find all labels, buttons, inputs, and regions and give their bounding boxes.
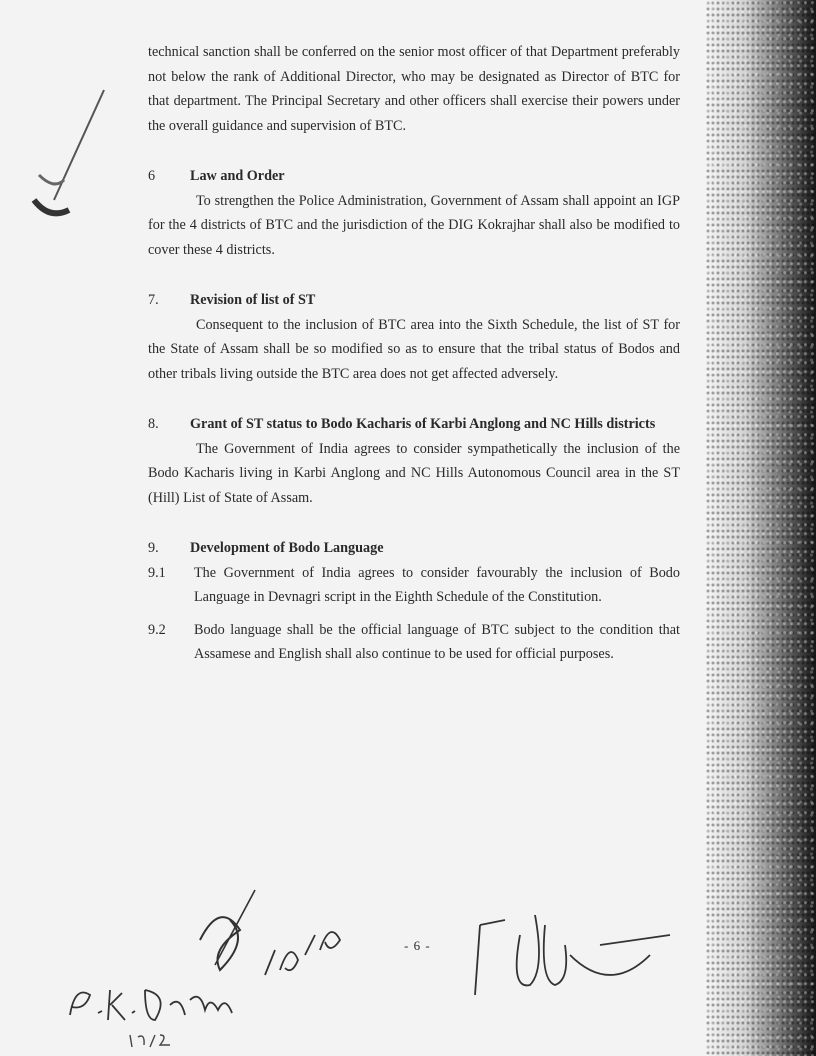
section-number: 7. <box>148 292 159 308</box>
subsection-text: The Government of India agrees to consider favourably the inclusion of Bodo Language in Devnagri script in the Eighth Schedule of the Constitution. <box>194 564 680 605</box>
section-heading <box>148 164 680 189</box>
subsection-text: Bodo language shall be the official language of BTC subject to the condition that Assamese and English shall also continue to be used for official purposes. <box>194 621 680 662</box>
photocopy-edge-noise <box>706 0 816 1056</box>
signature-name <box>60 975 260 1050</box>
subsection <box>148 561 680 610</box>
section-body: To strengthen the Police Administration, Government of Assam shall appoint an IGP for the 4 districts of BTC and the jurisdiction of the DIG Kokrajhar shall also be modified to cover these 4 districts. <box>148 192 680 258</box>
subsection-number: 9.2 <box>148 621 166 638</box>
section-heading <box>148 412 680 437</box>
section-number: 6 <box>148 168 156 184</box>
section-title: Revision of list of ST <box>190 292 316 308</box>
section-heading <box>148 536 680 561</box>
page-number: - 6 - <box>404 938 431 953</box>
subsection-number: 9.1 <box>148 564 166 581</box>
document-body <box>148 40 680 667</box>
binding-mark <box>24 80 114 220</box>
signature-initials-date <box>180 880 360 990</box>
section-title: Law and Order <box>190 168 285 184</box>
section-body: The Government of India agrees to consider sympathetically the inclusion of the Bodo Kacharis living in Karbi Anglong and NC Hills Autonomous Council area in the ST (Hill) List of State of Assam. <box>148 440 680 506</box>
section-body: Consequent to the inclusion of BTC area into the Sixth Schedule, the list of ST for the State of Assam shall be so modified so as to ensure that the tribal status of Bodos and other tribals living outside the BTC area does not get affected adversely. <box>148 316 680 382</box>
signature-right <box>460 895 680 1015</box>
section-title: Development of Bodo Language <box>190 540 384 556</box>
intro-paragraph: technical sanction shall be conferred on the senior most officer of that Department preferably not below the rank of Additional Director, who may be designated as Director of BTC for that department. The Principal Secretary and other officers shall exercise their powers under the overall guidance and supervision of BTC. <box>148 44 680 134</box>
section-title: Grant of ST status to Bodo Kacharis of Karbi Anglong and NC Hills districts <box>190 416 656 432</box>
subsection <box>148 618 680 667</box>
section-number: 8. <box>148 416 159 432</box>
section-number: 9. <box>148 540 159 556</box>
section-heading <box>148 288 680 313</box>
